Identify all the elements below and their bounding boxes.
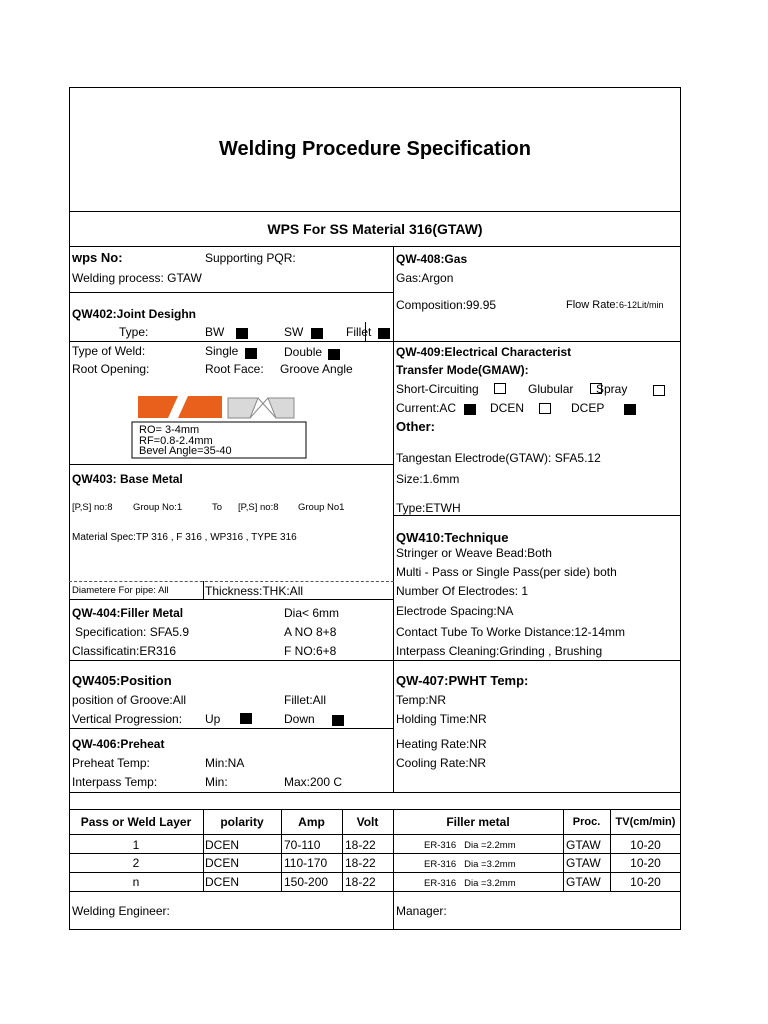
table-cell: 10-20 — [630, 875, 661, 889]
heating-rate: Heating Rate:NR — [396, 737, 487, 751]
electrode-spec: Tangestan Electrode(GTAW): SFA5.12 — [396, 451, 601, 465]
th-tv: TV(cm/min) — [615, 816, 676, 828]
single-checkbox[interactable] — [245, 348, 257, 359]
ps-no-2: [P,S] no:8 — [238, 502, 279, 513]
welding-process: Welding process: GTAW — [72, 271, 202, 285]
dcen-label: DCEN — [490, 401, 525, 415]
sketch-bevel: Bevel Angle=35-40 — [139, 445, 232, 457]
ps-no-1: [P,S] no:8 — [72, 502, 113, 513]
current-ac-checkbox[interactable] — [464, 404, 476, 415]
electrode-spacing-label: Electrode Spacing:NA — [396, 604, 514, 618]
thickness-label: Thickness:THK:All — [205, 584, 304, 598]
current-ac-label: Current:AC — [396, 401, 457, 415]
bw-checkbox[interactable] — [236, 328, 248, 339]
qw402-title: QW402:Joint Desighn — [72, 307, 197, 321]
cooling-rate: Cooling Rate:NR — [396, 756, 487, 770]
fillet-all: Fillet:All — [284, 693, 327, 707]
table-cell: 70-110 — [284, 838, 321, 852]
th-volt: Volt — [356, 815, 379, 829]
th-polarity: polarity — [220, 815, 264, 829]
joint-type-label: Type: — [119, 325, 149, 339]
table-cell: DCEN — [205, 856, 240, 870]
qw404-title: QW-404:Filler Metal — [72, 606, 184, 620]
table-cell: 10-20 — [630, 856, 661, 870]
table-cell: 1 — [132, 838, 140, 852]
holding-time: Holding Time:NR — [396, 712, 487, 726]
double-label: Double — [284, 345, 323, 359]
groove-right-plate — [268, 398, 294, 418]
a-no-label: A NO 8+8 — [284, 625, 337, 639]
vertical-progression-label: Vertical Progression: — [72, 712, 183, 726]
sw-checkbox[interactable] — [311, 328, 323, 339]
th-amp: Amp — [298, 815, 325, 829]
table-cell: 18-22 — [345, 838, 376, 852]
table-cell: 150-200 — [284, 875, 329, 889]
flow-rate-value: 6-12Lit/min — [619, 300, 664, 310]
interpass-max: Max:200 C — [284, 775, 343, 789]
num-electrodes-label: Number Of Electrodes: 1 — [396, 584, 529, 598]
table-cell: GTAW — [566, 838, 601, 852]
short-circuiting-checkbox[interactable] — [494, 383, 506, 394]
table-cell: 2 — [132, 856, 140, 870]
glubular-label: Glubular — [528, 382, 574, 396]
group-no-1: Group No:1 — [133, 502, 183, 513]
pwht-temp: Temp:NR — [396, 693, 447, 707]
diameter-label: Diametere For pipe: All — [72, 585, 169, 596]
table-cell: ER-316 Dia =3.2mm — [424, 878, 516, 889]
dcep-checkbox[interactable] — [624, 404, 636, 415]
fillet-label: Fillet — [346, 325, 372, 339]
table-cell: 18-22 — [345, 856, 376, 870]
table-cell: DCEN — [205, 875, 240, 889]
interpass-temp-label: Interpass Temp: — [72, 775, 158, 789]
wps-no-label: wps No: — [72, 250, 123, 265]
fillet-checkbox[interactable] — [378, 328, 390, 339]
bevel-left-plate — [138, 396, 178, 418]
th-proc: Proc. — [572, 816, 601, 828]
down-checkbox[interactable] — [332, 715, 344, 726]
classification-label: Classificatin:ER316 — [72, 644, 177, 658]
spray-checkbox[interactable] — [653, 385, 665, 396]
bevel-right-plate — [178, 396, 222, 418]
spray-label: Spray — [596, 382, 628, 396]
gas-label: Gas:Argon — [396, 271, 454, 285]
up-checkbox[interactable] — [240, 713, 252, 724]
dcen-checkbox[interactable] — [539, 403, 551, 414]
short-circuiting-label: Short-Circuiting — [396, 382, 479, 396]
qw407-title: QW-407:PWHT Temp: — [396, 673, 529, 688]
material-spec: Material Spec:TP 316 , F 316 , WP316 , TYPE 316 — [72, 532, 297, 543]
dcep-label: DCEP — [571, 401, 605, 415]
table-cell: 10-20 — [630, 838, 661, 852]
table-cell: GTAW — [566, 875, 601, 889]
qw409-title: QW-409:Electrical Characterist — [396, 345, 572, 359]
type-of-weld-label: Type of Weld: — [72, 344, 146, 358]
groove-left-plate — [228, 398, 258, 418]
f-no-label: F NO:6+8 — [284, 644, 337, 658]
document-subtitle: WPS For SS Material 316(GTAW) — [267, 221, 483, 237]
transfer-mode-label: Transfer Mode(GMAW): — [396, 363, 529, 377]
th-pass: Pass or Weld Layer — [80, 815, 192, 829]
down-label: Down — [284, 712, 315, 726]
specification-label: Specification: SFA5.9 — [75, 625, 190, 639]
supporting-pqr-label: Supporting PQR: — [205, 251, 296, 265]
qw406-title: QW-406:Preheat — [72, 737, 165, 751]
group-no-2: Group No1 — [298, 502, 345, 513]
table-cell: ER-316 Dia =3.2mm — [424, 859, 516, 870]
bw-label: BW — [205, 325, 225, 339]
electrode-size: Size:1.6mm — [396, 472, 460, 486]
stringer-label: Stringer or Weave Bead:Both — [396, 546, 552, 560]
qw408-title: QW-408:Gas — [396, 252, 468, 266]
flow-rate-label: Flow Rate: — [566, 299, 619, 311]
up-label: Up — [205, 712, 221, 726]
table-cell: DCEN — [205, 838, 240, 852]
sketch-rf: RF=0.8-2.4mm — [139, 435, 213, 447]
to-label: To — [212, 502, 223, 513]
electrode-type: Type:ETWH — [396, 501, 461, 515]
other-label: Other: — [396, 419, 435, 434]
manager-label: Manager: — [396, 904, 447, 918]
position-groove: position of Groove:All — [72, 693, 187, 707]
table-cell: 110-170 — [284, 856, 328, 870]
qw403-title: QW403: Base Metal — [72, 472, 183, 486]
interpass-cleaning-label: Interpass Cleaning:Grinding , Brushing — [396, 644, 603, 658]
preheat-min: Min:NA — [205, 756, 245, 770]
welding-engineer-label: Welding Engineer: — [72, 904, 170, 918]
sketch-ro: RO= 3-4mm — [139, 424, 200, 436]
table-cell: 18-22 — [345, 875, 376, 889]
qw410-title: QW410:Technique — [396, 530, 509, 545]
document-title: Welding Procedure Specification — [219, 138, 531, 160]
qw405-title: QW405:Position — [72, 673, 172, 688]
single-label: Single — [205, 344, 239, 358]
multi-pass-label: Multi - Pass or Single Pass(per side) both — [396, 565, 617, 579]
sw-label: SW — [284, 325, 304, 339]
composition-label: Composition:99.95 — [396, 298, 497, 312]
root-face-label: Root Face: — [205, 362, 264, 376]
root-opening-label: Root Opening: — [72, 362, 150, 376]
table-cell: ER-316 Dia =2.2mm — [424, 840, 516, 851]
dia-label: Dia< 6mm — [284, 606, 340, 620]
table-cell: GTAW — [566, 856, 601, 870]
interpass-min: Min: — [205, 775, 228, 789]
contact-tube-label: Contact Tube To Worke Distance:12-14mm — [396, 625, 625, 639]
table-cell: n — [132, 875, 140, 889]
double-checkbox[interactable] — [328, 349, 340, 360]
preheat-temp-label: Preheat Temp: — [72, 756, 150, 770]
groove-angle-label: Groove Angle — [280, 362, 353, 376]
th-filler: Filler metal — [446, 815, 510, 829]
